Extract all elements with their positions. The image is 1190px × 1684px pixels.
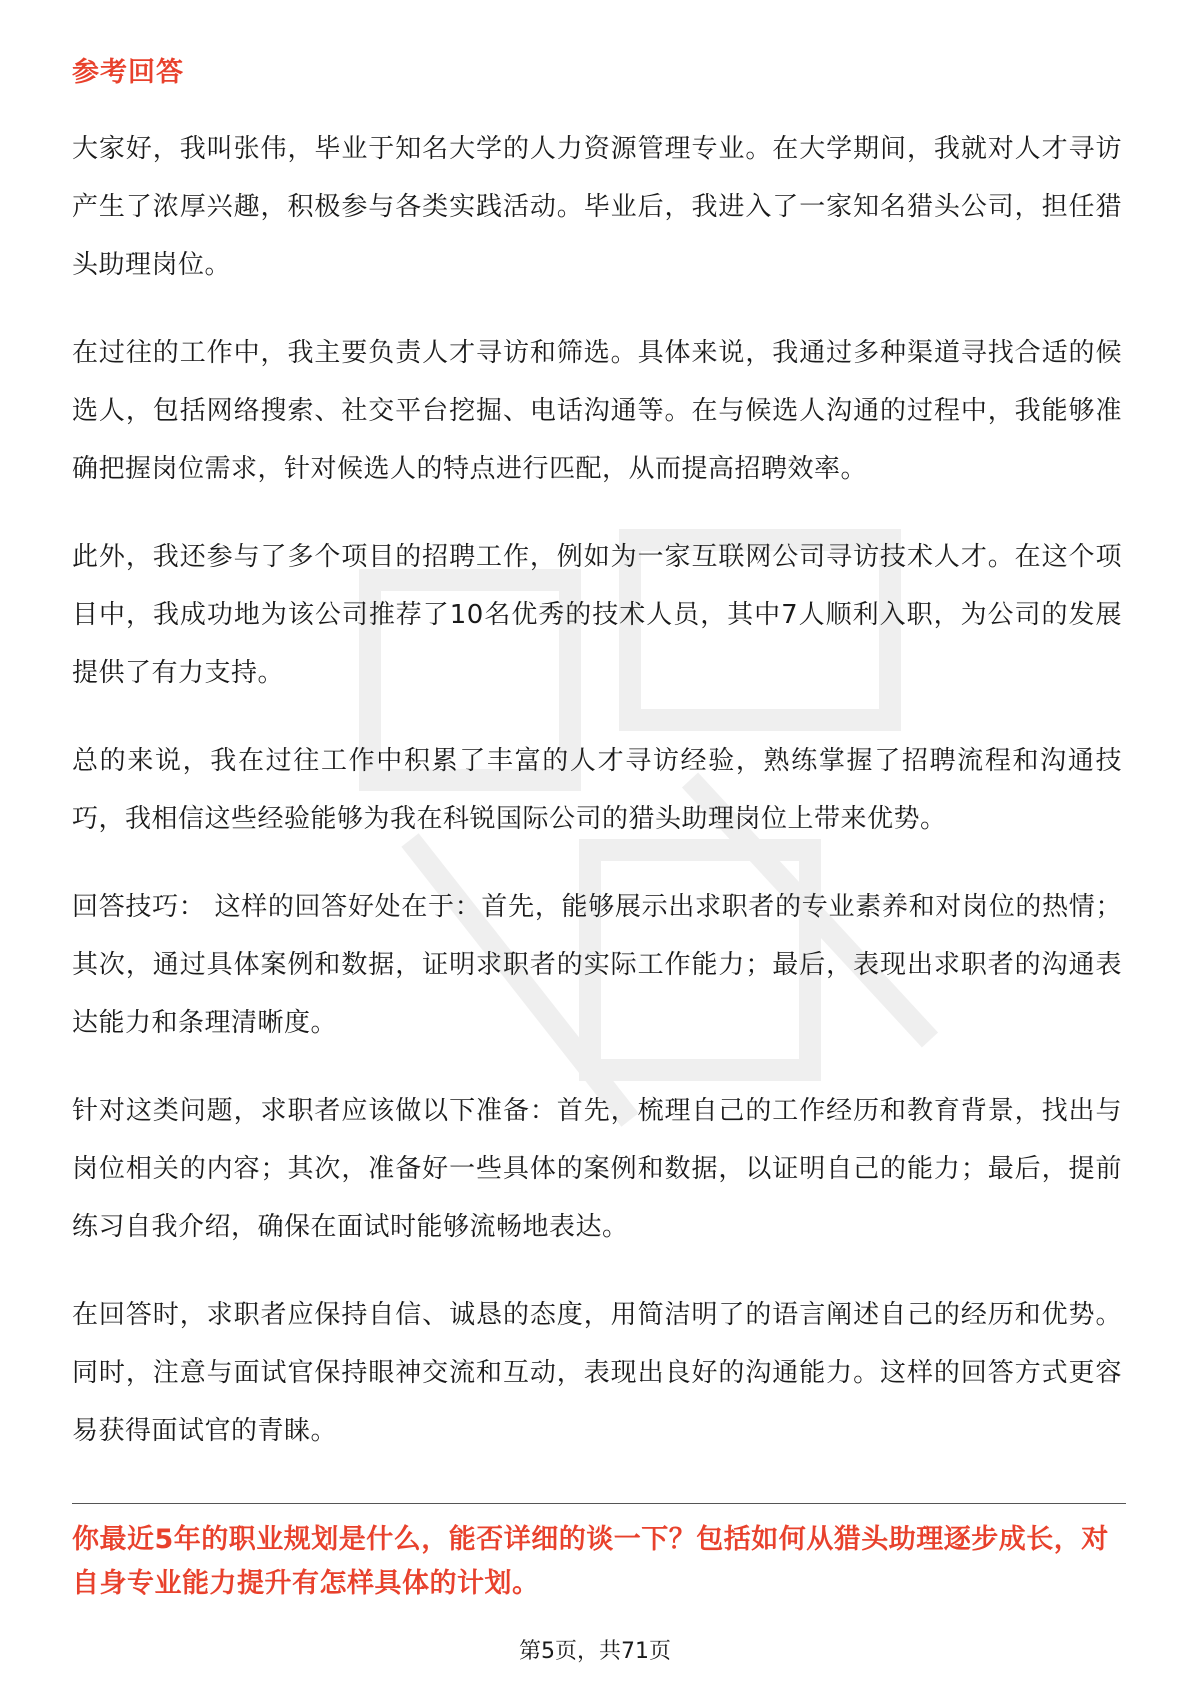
paragraph-past-work: 在过往的工作中，我主要负责人才寻访和筛选。具体来说，我通过多种渠道寻找合适的候选人，包括网络搜索、社交平台挖掘、电话沟通等。在与候选人沟通的过程中，我能够准确把握岗位需求，针对候选人的特点进行匹配，从而提高招聘效率。: [72, 338, 1122, 484]
paragraph-project: 此外，我还参与了多个项目的招聘工作，例如为一家互联网公司寻访技术人才。在这个项目中，我成功地为该公司推荐了10名优秀的技术人员，其中7人顺利入职，为公司的发展提供了有力支持。: [72, 542, 1122, 688]
page-number: 第5页，共71页: [519, 1639, 671, 1664]
section-title: 参考回答: [72, 57, 184, 88]
paragraph-summary: 总的来说，我在过往工作中积累了丰富的人才寻访经验，熟练掌握了招聘流程和沟通技巧，我相信这些经验能够为我在科锐国际公司的猎头助理岗位上带来优势。: [72, 746, 1122, 834]
section-divider: [72, 1503, 1126, 1504]
next-question: 你最近5年的职业规划是什么，能否详细的谈一下？包括如何从猎头助理逐步成长，对自身专业能力提升有怎样具体的计划。: [72, 1524, 1109, 1599]
paragraph-attitude: 在回答时，求职者应保持自信、诚恳的态度，用简洁明了的语言阐述自己的经历和优势。同时，注意与面试官保持眼神交流和互动，表现出良好的沟通能力。这样的回答方式更容易获得面试官的青睐。: [72, 1300, 1122, 1446]
answer-body: [72, 120, 1122, 1490]
paragraph-tips: 回答技巧： 这样的回答好处在于：首先，能够展示出求职者的专业素养和对岗位的热情；其次，通过具体案例和数据，证明求职者的实际工作能力；最后，表现出求职者的沟通表达能力和条理清晰度。: [72, 892, 1122, 1038]
paragraph-intro: 大家好，我叫张伟，毕业于知名大学的人力资源管理专业。在大学期间，我就对人才寻访产生了浓厚兴趣，积极参与各类实践活动。毕业后，我进入了一家知名猎头公司，担任猎头助理岗位。: [72, 134, 1122, 280]
paragraph-preparation: 针对这类问题，求职者应该做以下准备：首先，梳理自己的工作经历和教育背景，找出与岗位相关的内容；其次，准备好一些具体的案例和数据，以证明自己的能力；最后，提前练习自我介绍，确保在面试时能够流畅地表达。: [72, 1096, 1122, 1242]
